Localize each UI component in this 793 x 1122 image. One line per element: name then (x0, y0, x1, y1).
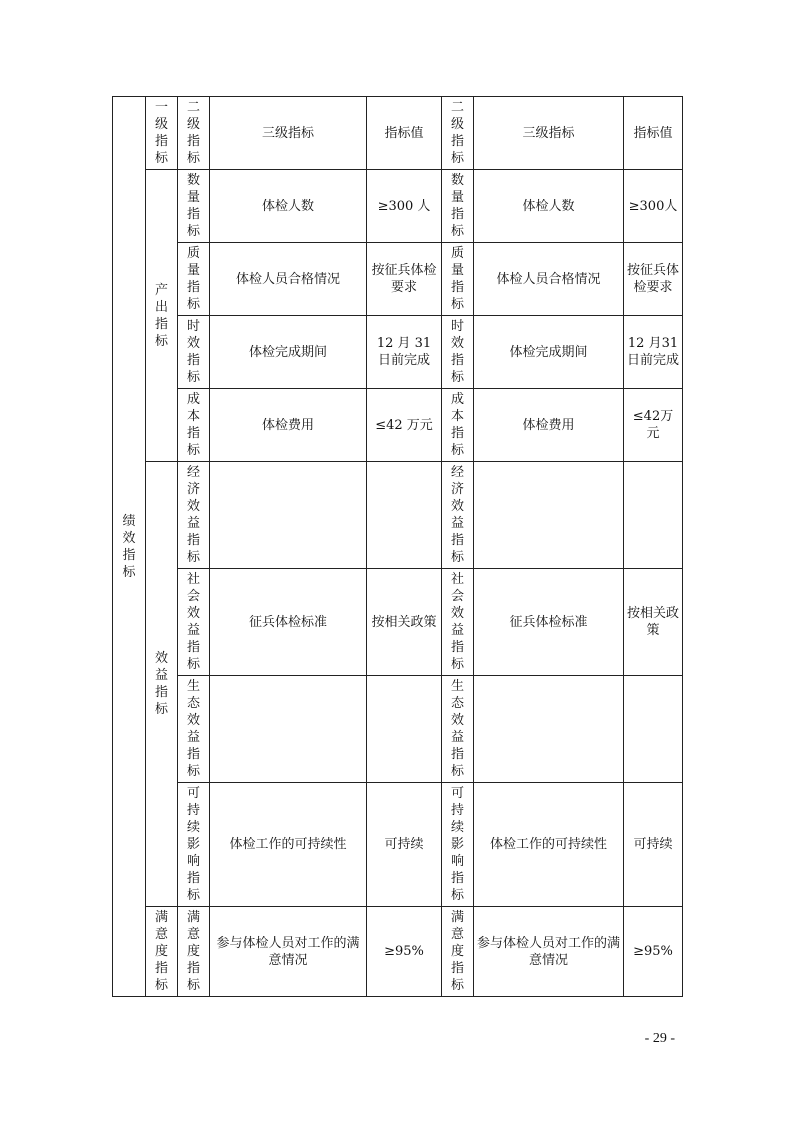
indicator-value-b (624, 462, 683, 569)
sub-indicator-a: 数量指标 (178, 170, 210, 243)
indicator-value-b: ≥300人 (624, 170, 683, 243)
group-label: 产出指标 (146, 170, 178, 462)
sub-indicator-a: 成本指标 (178, 389, 210, 462)
indicator-value-a: ≥95% (367, 907, 442, 997)
sub-indicator-b: 成本指标 (442, 389, 474, 462)
indicator-value-b (624, 676, 683, 783)
indicator-name-b: 体检工作的可持续性 (474, 783, 624, 907)
header-level2-b: 二级指标 (442, 97, 474, 170)
indicator-name-b: 征兵体检标准 (474, 569, 624, 676)
table-header-row (113, 97, 683, 170)
indicator-name-b: 体检费用 (474, 389, 624, 462)
table-row (113, 170, 683, 243)
table-row (113, 783, 683, 907)
indicator-name-a: 体检工作的可持续性 (210, 783, 367, 907)
indicator-value-b: ≤42万元 (624, 389, 683, 462)
indicator-value-b: 按征兵体检要求 (624, 243, 683, 316)
sub-indicator-b: 时效指标 (442, 316, 474, 389)
sub-indicator-a: 生态效益指标 (178, 676, 210, 783)
indicator-value-a: ≤42 万元 (367, 389, 442, 462)
indicator-value-b: 可持续 (624, 783, 683, 907)
indicator-value-b: ≥95% (624, 907, 683, 997)
indicator-name-a: 体检人数 (210, 170, 367, 243)
sub-indicator-a: 质量指标 (178, 243, 210, 316)
header-level1: 一级指标 (146, 97, 178, 170)
sub-indicator-a: 可持续影响指标 (178, 783, 210, 907)
sub-indicator-b: 质量指标 (442, 243, 474, 316)
indicator-value-a: 可持续 (367, 783, 442, 907)
indicator-name-b: 体检人员合格情况 (474, 243, 624, 316)
performance-indicator-table (112, 96, 683, 997)
table-row (113, 907, 683, 997)
indicator-value-b: 12 月31 日前完成 (624, 316, 683, 389)
sub-indicator-b: 经济效益指标 (442, 462, 474, 569)
sub-indicator-b: 可持续影响指标 (442, 783, 474, 907)
indicator-value-a: ≥300 人 (367, 170, 442, 243)
sub-indicator-b: 满意度指标 (442, 907, 474, 997)
sub-indicator-a: 经济效益指标 (178, 462, 210, 569)
table-row (113, 462, 683, 569)
performance-indicator-cell (113, 97, 146, 997)
header-level3-a: 三级指标 (210, 97, 367, 170)
indicator-name-b: 参与体检人员对工作的满意情况 (474, 907, 624, 997)
table-row (113, 389, 683, 462)
indicator-name-a: 体检完成期间 (210, 316, 367, 389)
indicator-name-b (474, 462, 624, 569)
sub-indicator-b: 数量指标 (442, 170, 474, 243)
indicator-value-a: 12 月 31 日前完成 (367, 316, 442, 389)
indicator-name-b: 体检人数 (474, 170, 624, 243)
header-level3-b: 三级指标 (474, 97, 624, 170)
sub-indicator-a: 满意度指标 (178, 907, 210, 997)
table-row (113, 243, 683, 316)
col0-label: 绩效指标 (122, 513, 136, 580)
indicator-name-b: 体检完成期间 (474, 316, 624, 389)
indicator-value-a (367, 462, 442, 569)
indicator-value-a: 按征兵体检要求 (367, 243, 442, 316)
table-row (113, 316, 683, 389)
indicator-name-a: 征兵体检标准 (210, 569, 367, 676)
indicator-value-b: 按相关政策 (624, 569, 683, 676)
sub-indicator-b: 社会效益指标 (442, 569, 474, 676)
table-row (113, 676, 683, 783)
indicator-name-a (210, 462, 367, 569)
indicator-name-a: 体检费用 (210, 389, 367, 462)
table-row (113, 569, 683, 676)
indicator-name-a: 体检人员合格情况 (210, 243, 367, 316)
page-number: - 29 - (644, 1031, 675, 1046)
header-value-a: 指标值 (367, 97, 442, 170)
group-label: 效益指标 (146, 462, 178, 907)
group-label: 满意度指标 (146, 907, 178, 997)
sub-indicator-a: 社会效益指标 (178, 569, 210, 676)
indicator-value-a (367, 676, 442, 783)
indicator-value-a: 按相关政策 (367, 569, 442, 676)
sub-indicator-a: 时效指标 (178, 316, 210, 389)
sub-indicator-b: 生态效益指标 (442, 676, 474, 783)
indicator-name-b (474, 676, 624, 783)
header-value-b: 指标值 (624, 97, 683, 170)
header-level2-a: 二级指标 (178, 97, 210, 170)
indicator-name-a: 参与体检人员对工作的满意情况 (210, 907, 367, 997)
indicator-name-a (210, 676, 367, 783)
